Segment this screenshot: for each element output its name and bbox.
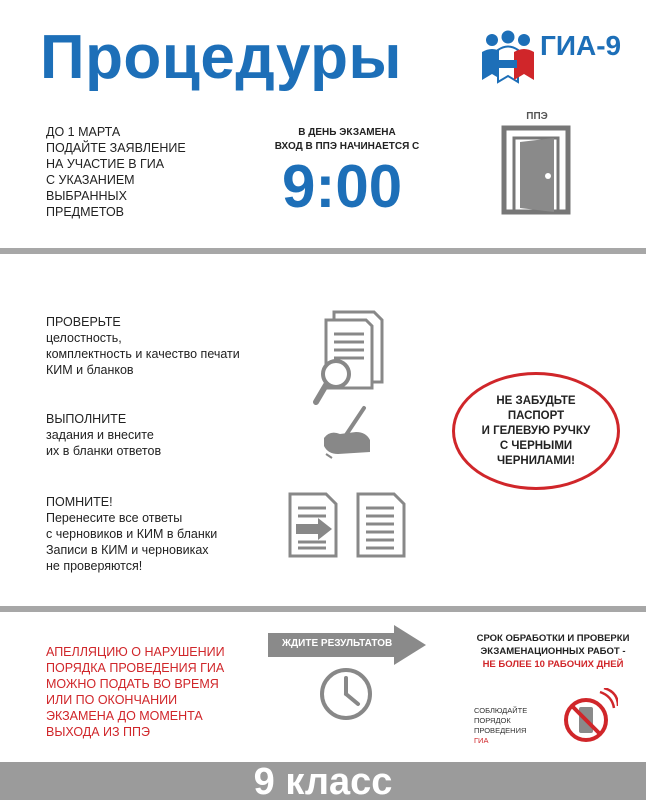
do-title: ВЫПОЛНИТЕ [46, 412, 127, 426]
check-line: комплектность и качество печати [46, 347, 240, 361]
registration-line: ДО 1 МАРТА [46, 125, 121, 139]
registration-line: С УКАЗАНИЕМ [46, 173, 135, 187]
entry-caption-line: В ДЕНЬ ЭКЗАМЕНА [298, 127, 396, 138]
deadline-text [470, 632, 636, 671]
appeal-line: ВЫХОДА ИЗ ППЭ [46, 725, 151, 739]
reminder-line: НЕ ЗАБУДЬТЕ [496, 394, 576, 407]
check-title: ПРОВЕРЬТЕ [46, 315, 121, 329]
registration-line: ПОДАЙТЕ ЗАЯВЛЕНИЕ [46, 141, 186, 155]
deadline-line: ЭКЗАМЕНАЦИОННЫХ РАБОТ - [480, 646, 626, 657]
appeal-line: ПОРЯДКА ПРОВЕДЕНИЯ ГИА [46, 661, 225, 675]
remember-line: с черновиков и КИМ в бланки [46, 527, 218, 541]
writing-hand-icon [318, 404, 376, 460]
appeal-line: ИЛИ ПО ОКОНЧАНИИ [46, 693, 178, 707]
reminder-text [482, 394, 591, 469]
rules-line-red: ГИА [474, 736, 489, 745]
document-magnifier-icon [312, 308, 386, 408]
registration-line: НА УЧАСТИЕ В ГИА [46, 157, 165, 171]
door-label: ППЭ [526, 111, 548, 122]
reminder-line: ЧЕРНИЛАМИ! [496, 454, 576, 467]
wait-results-label: ЖДИТЕ РЕЗУЛЬТАТОВ [282, 638, 393, 649]
rules-text [474, 706, 527, 746]
deadline-line-red: НЕ БОЛЕЕ 10 РАБОЧИХ ДНЕЙ [482, 659, 624, 670]
class-label: 9 класс [253, 762, 393, 800]
reminder-line: С ЧЕРНЫМИ [499, 439, 573, 452]
remember-line: Записи в КИМ и черновиках [46, 543, 209, 557]
no-phone-icon [560, 688, 618, 746]
clock-icon [318, 666, 374, 722]
check-line: КИМ и бланков [46, 363, 134, 377]
logo-text: ГИА-9 [540, 30, 622, 61]
rules-line: СОБЛЮДАЙТЕ [474, 706, 528, 715]
appeal-text [46, 644, 225, 740]
registration-text [46, 124, 186, 220]
section-divider [0, 248, 646, 254]
remember-line: не проверяются! [46, 559, 143, 573]
appeal-line: АПЕЛЛЯЦИЮ О НАРУШЕНИИ [46, 645, 225, 659]
deadline-line: СРОК ОБРАБОТКИ И ПРОВЕРКИ [476, 633, 630, 644]
door-icon [500, 124, 572, 216]
appeal-line: МОЖНО ПОДАТЬ ВО ВРЕМЯ [46, 677, 219, 691]
rules-line: ПРОВЕДЕНИЯ [474, 726, 527, 735]
reminder-oval [452, 372, 620, 490]
reminder-line: ПАСПОРТ [507, 409, 565, 422]
transfer-answers-icon [286, 490, 410, 560]
gia-logo-icon [478, 30, 542, 88]
remember-block [46, 494, 217, 574]
check-block [46, 314, 240, 378]
entry-caption [262, 126, 432, 154]
section-divider [0, 606, 646, 612]
remember-line: Перенесите все ответы [46, 511, 183, 525]
do-line: их в бланки ответов [46, 444, 162, 458]
rules-line: ПОРЯДОК [474, 716, 511, 725]
do-block [46, 411, 161, 459]
class-banner [0, 762, 646, 800]
registration-line: ВЫБРАННЫХ [46, 189, 127, 203]
entry-time: 9:00 [282, 153, 403, 220]
appeal-line: ЭКЗАМЕНА ДО МОМЕНТА [46, 709, 203, 723]
entry-caption-line: ВХОД В ППЭ НАЧИНАЕТСЯ С [274, 141, 420, 152]
reminder-line: И ГЕЛЕВУЮ РУЧКУ [481, 424, 591, 437]
check-line: целостность, [46, 331, 122, 345]
do-line: задания и внесите [46, 428, 154, 442]
remember-title: ПОМНИТЕ! [46, 495, 113, 509]
page-title: Процедуры [40, 23, 402, 92]
registration-line: ПРЕДМЕТОВ [46, 205, 125, 219]
